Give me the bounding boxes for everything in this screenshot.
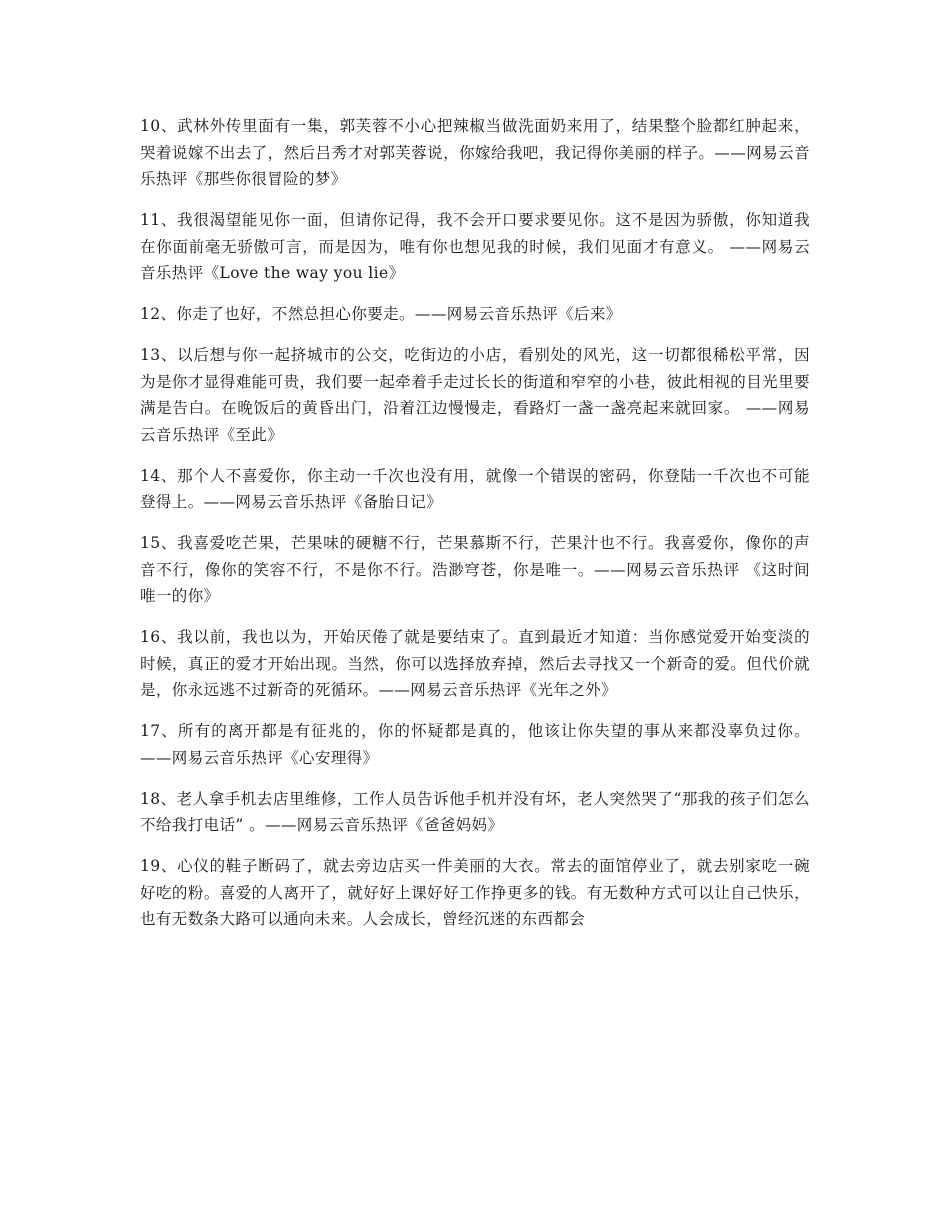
comment-entry-12: 12、你走了也好，不然总担心你要走。——网易云音乐热评《后来》 xyxy=(140,305,622,323)
comment-entry-15: 15、我喜爱吃芒果，芒果味的硬糖不行，芒果慕斯不行，芒果汁也不行。我喜爱你，像你的声音不行，像你的笑容不行，不是你不行。浩渺穹苍，你是唯一。——网易云音乐热评 《这时间唯一的你》 xyxy=(140,534,810,605)
comment-entry-18: 18、老人拿手机去店里维修，工作人员告诉他手机并没有坏，老人突然哭了“那我的孩子们怎么不给我打电话” 。——网易云音乐热评《爸爸妈妈》 xyxy=(140,789,810,834)
comment-entry-19: 19、心仪的鞋子断码了，就去旁边店买一件美丽的大衣。常去的面馆停业了，就去别家吃一碗好吃的粉。喜爱的人离开了，就好好上课好好工作挣更多的钱。有无数种方式可以让自己快乐，也有无数条大路可以通向未来。人会成长，曾经沉迷的东西都会 xyxy=(140,857,810,928)
comment-entry-11: 11、我很渴望能见你一面，但请你记得，我不会开口要求要见你。这不是因为骄傲，你知道我在你面前毫无骄傲可言，而是因为，唯有你也想见我的时候，我们见面才有意义。 ——网易云音乐热评《Love the way you lie》 xyxy=(140,211,810,282)
comment-entry-13: 13、以后想与你一起挤城市的公交，吃街边的小店，看别处的风光，这一切都很稀松平常，因为是你才显得难能可贵，我们要一起牵着手走过长长的街道和窄窄的小巷，彼此相视的目光里要满是告白。在晚饭后的黄昏出门，沿着江边慢慢走，看路灯一盏一盏亮起来就回家。 ——网易云音乐热评《至此》 xyxy=(140,346,810,444)
comment-entry-17: 17、所有的离开都是有征兆的，你的怀疑都是真的，他该让你失望的事从来都没辜负过你。——网易云音乐热评《心安理得》 xyxy=(140,722,810,767)
comment-entry-10: 10、武林外传里面有一集，郭芙蓉不小心把辣椒当做洗面奶来用了，结果整个脸都红肿起来，哭着说嫁不出去了，然后吕秀才对郭芙蓉说，你嫁给我吧，我记得你美丽的样子。——网易云音乐热评《那些你很冒险的梦》 xyxy=(140,117,810,188)
comment-entry-16: 16、我以前，我也以为，开始厌倦了就是要结束了。直到最近才知道：当你感觉爱开始变淡的时候，真正的爱才开始出现。当然，你可以选择放弃掉，然后去寻找又一个新奇的爱。但代价就是，你永远逃不过新奇的死循环。——网易云音乐热评《光年之外》 xyxy=(140,628,810,699)
comment-entry-14: 14、那个人不喜爱你，你主动一千次也没有用，就像一个错误的密码，你登陆一千次也不可能登得上。——网易云音乐热评《备胎日记》 xyxy=(140,466,810,511)
